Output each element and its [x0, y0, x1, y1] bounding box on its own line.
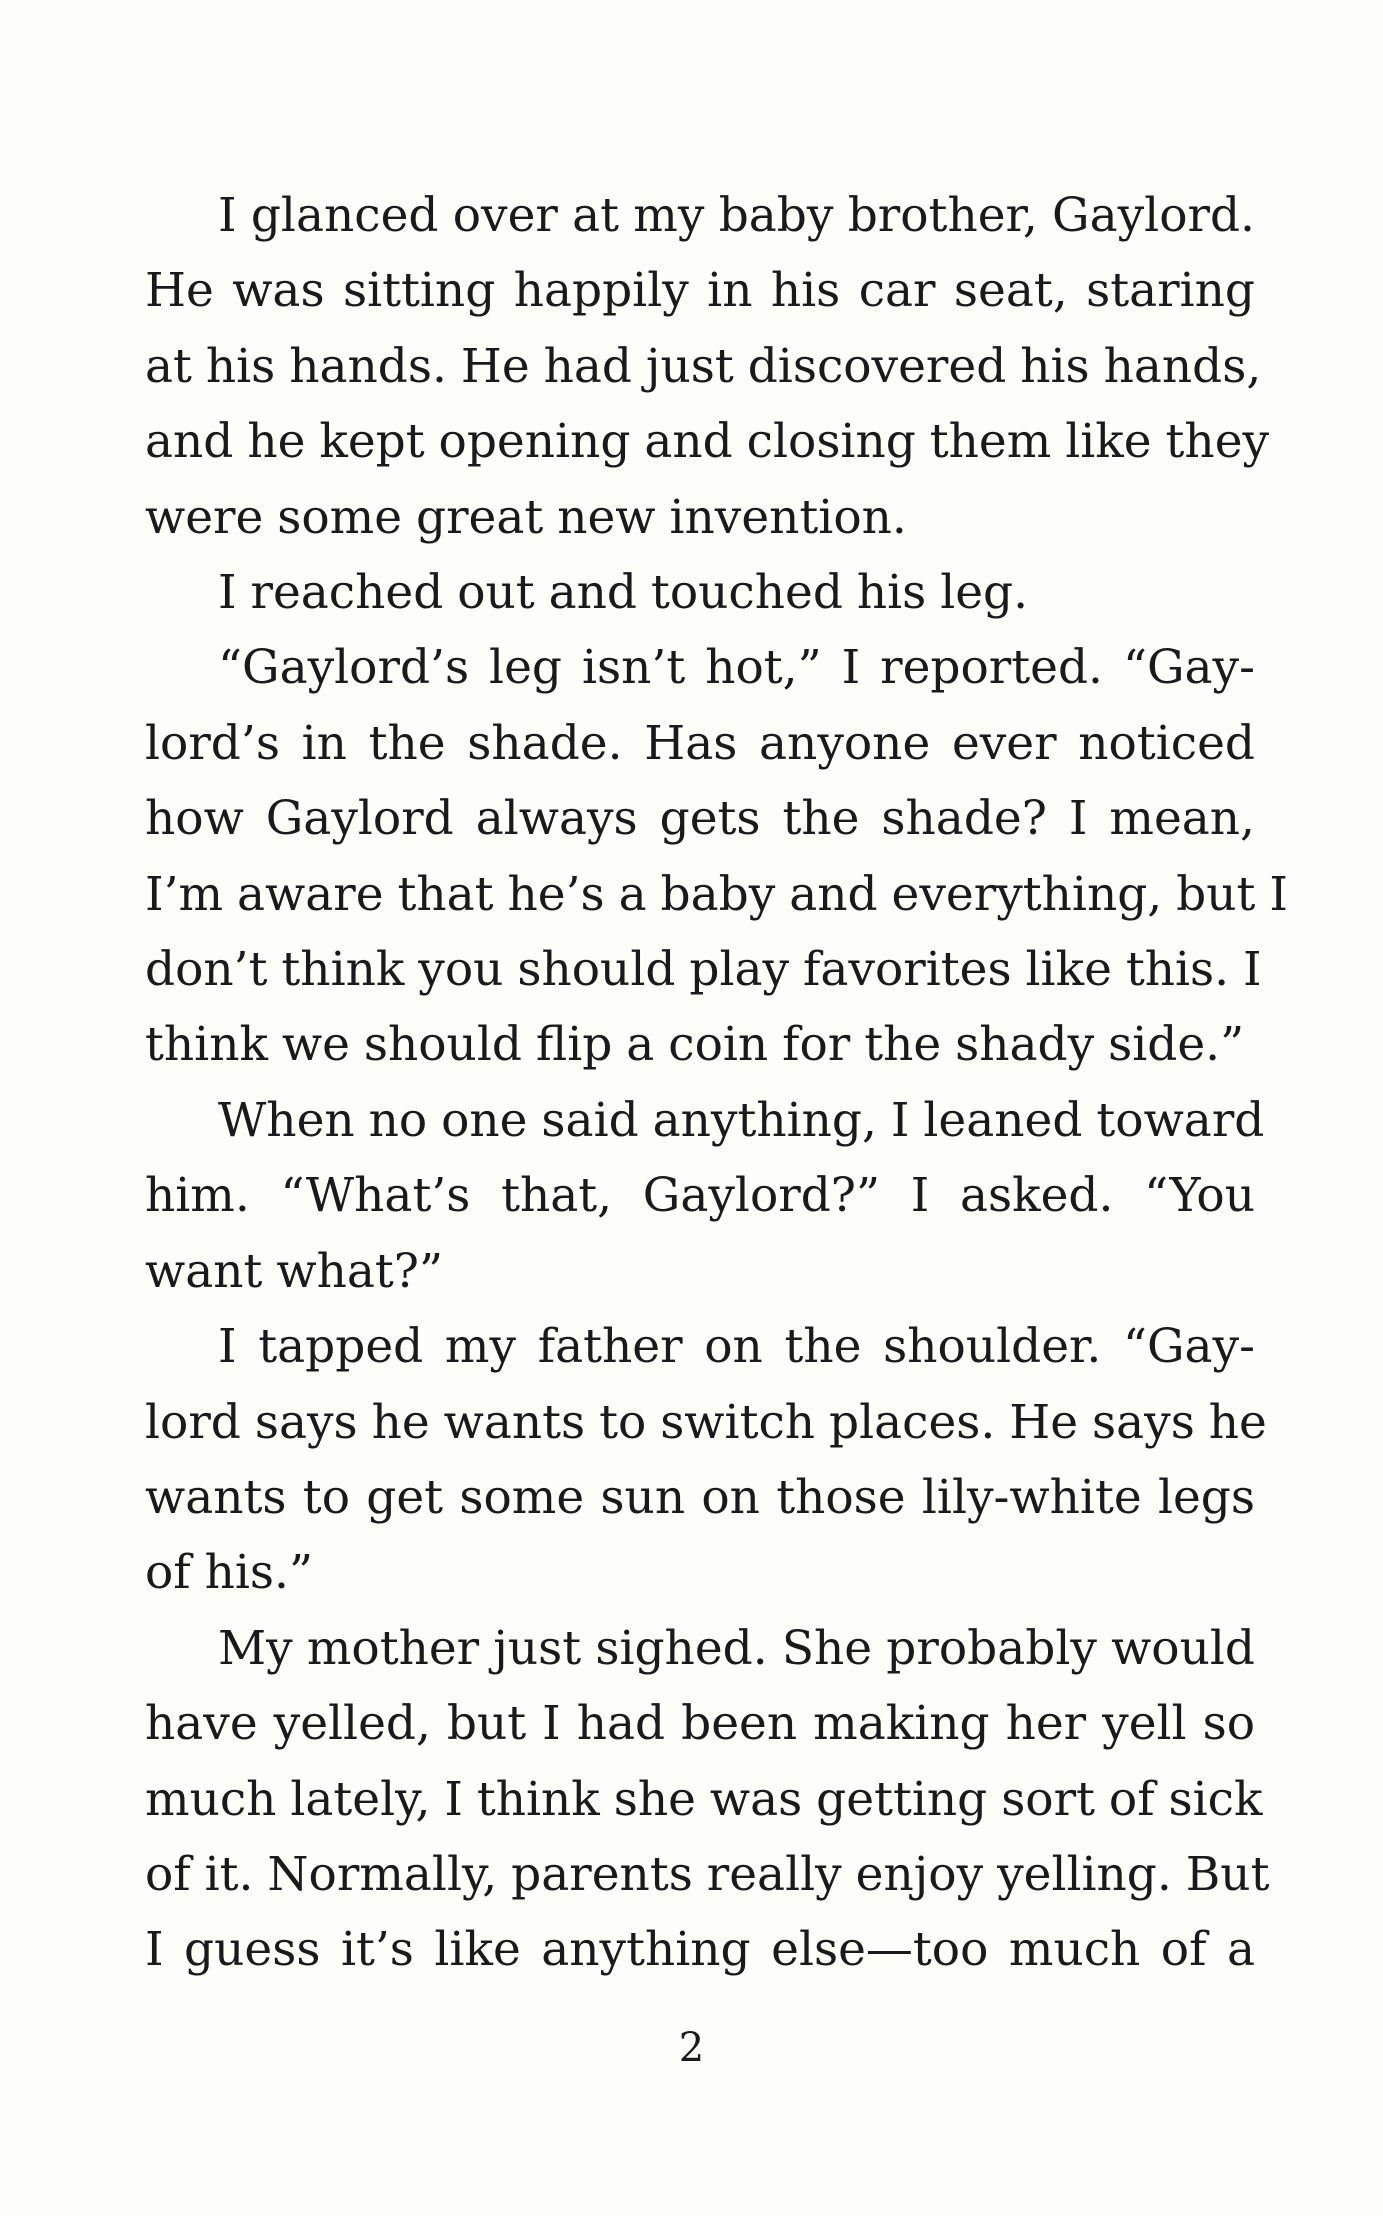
text-line: of it. Normally, parents really enjoy yelling. But	[145, 1846, 1270, 1902]
text-line: When no one said anything, I leaned toward	[218, 1092, 1265, 1148]
text-line: were some great new invention.	[145, 489, 907, 545]
text-line: think we should flip a coin for the shady side.”	[145, 1017, 1245, 1073]
text-line: don’t think you should play favorites like this. I	[145, 942, 1262, 998]
body-text	[145, 178, 1288, 1988]
text-line: much lately, I think she was getting sort of sick	[145, 1771, 1263, 1827]
text-line: My mother just sighed. She probably would	[218, 1620, 1255, 1676]
text-line: “Gaylord’s leg isn’t hot,” I reported. “Gay-	[218, 640, 1255, 696]
text-line: him. “What’s that, Gaylord?” I asked. “You	[145, 1168, 1255, 1224]
text-line: He was sitting happily in his car seat, staring	[145, 263, 1255, 319]
text-line: I glanced over at my baby brother, Gaylord.	[218, 188, 1255, 243]
text-line: lord’s in the shade. Has anyone ever noticed	[145, 715, 1255, 771]
paragraph	[145, 1309, 1267, 1611]
text-line: have yelled, but I had been making her yell so	[145, 1696, 1255, 1752]
text-line: how Gaylord always gets the shade? I mean,	[145, 791, 1255, 847]
text-line: at his hands. He had just discovered his hands,	[145, 338, 1262, 394]
paragraph	[145, 630, 1288, 1082]
text-line: I’m aware that he’s a baby and everything, but I	[145, 866, 1288, 922]
text-line: I reached out and touched his leg.	[218, 565, 1029, 621]
paragraph	[145, 1611, 1270, 1988]
text-line: I tapped my father on the shoulder. “Gay-	[218, 1319, 1255, 1375]
paragraph	[145, 555, 1255, 630]
text-line: wants to get some sun on those lily-white legs	[145, 1469, 1255, 1525]
paragraph	[145, 178, 1270, 555]
text-line: want what?”	[145, 1243, 443, 1299]
text-line: I guess it’s like anything else—too much of a	[145, 1922, 1255, 1978]
page-number: 2	[678, 2025, 705, 2071]
paragraph	[145, 1083, 1265, 1309]
text-line: lord says he wants to switch places. He says he	[145, 1394, 1267, 1450]
text-line: and he kept opening and closing them like they	[145, 414, 1270, 470]
text-line: of his.”	[145, 1545, 314, 1601]
